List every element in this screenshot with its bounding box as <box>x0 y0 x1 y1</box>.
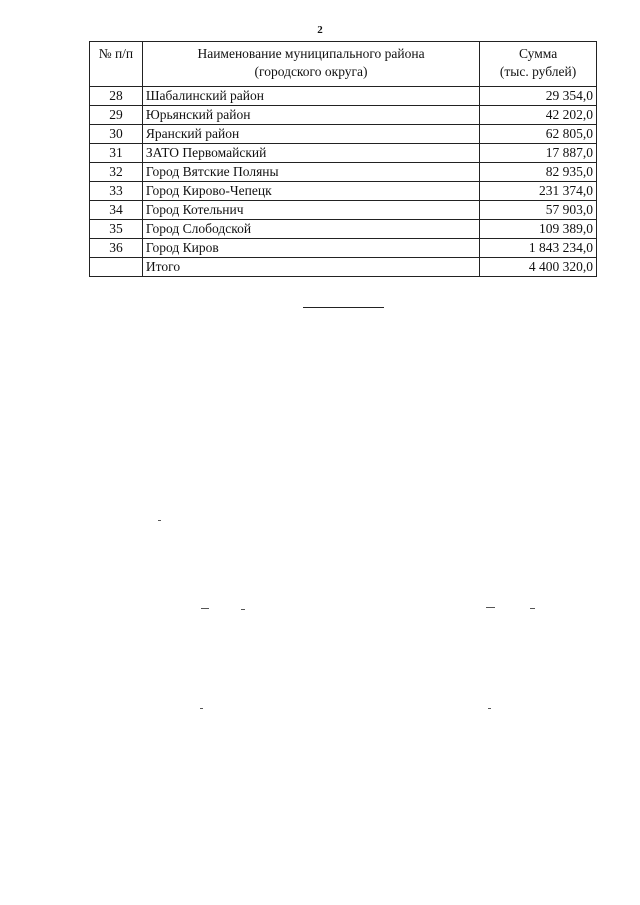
row-sum: 231 374,0 <box>480 182 597 201</box>
table-row <box>90 201 597 220</box>
row-number: 28 <box>90 87 143 106</box>
row-number: 33 <box>90 182 143 201</box>
header-name <box>142 42 479 87</box>
header-number: № п/п <box>90 42 143 87</box>
row-number: 29 <box>90 106 143 125</box>
table-header-row <box>90 42 597 87</box>
page-number: 2 <box>317 24 323 36</box>
header-name-line2: (городского округа) <box>254 64 368 80</box>
table-row <box>90 182 597 201</box>
table-row <box>90 87 597 106</box>
scan-speck <box>201 608 209 609</box>
row-number: 30 <box>90 125 143 144</box>
header-name-line1: Наименование муниципального района <box>197 46 425 61</box>
row-name: Город Слободской <box>142 220 479 239</box>
total-label: Итого <box>142 258 479 277</box>
table-row <box>90 239 597 258</box>
row-number: 36 <box>90 239 143 258</box>
header-sum-line1: Сумма <box>518 46 558 61</box>
total-number-empty <box>90 258 143 277</box>
table-row <box>90 163 597 182</box>
row-sum: 29 354,0 <box>480 87 597 106</box>
total-row <box>90 258 597 277</box>
row-sum: 62 805,0 <box>480 125 597 144</box>
scan-speck <box>530 608 535 609</box>
row-sum: 109 389,0 <box>480 220 597 239</box>
scan-speck <box>488 708 491 709</box>
row-name: Город Котельнич <box>142 201 479 220</box>
header-sum-line2: (тыс. рублей) <box>499 64 577 80</box>
row-name: Город Киров <box>142 239 479 258</box>
row-name: Яранский район <box>142 125 479 144</box>
row-sum: 82 935,0 <box>480 163 597 182</box>
table-row <box>90 106 597 125</box>
row-number: 35 <box>90 220 143 239</box>
table-row <box>90 220 597 239</box>
scan-speck <box>158 520 161 521</box>
separator-line <box>303 307 384 308</box>
row-number: 31 <box>90 144 143 163</box>
scan-speck <box>486 607 495 608</box>
header-sum <box>480 42 597 87</box>
total-sum: 4 400 320,0 <box>480 258 597 277</box>
scan-speck <box>200 708 203 709</box>
row-sum: 17 887,0 <box>480 144 597 163</box>
row-name: Город Вятские Поляны <box>142 163 479 182</box>
row-name: Юрьянский район <box>142 106 479 125</box>
row-sum: 1 843 234,0 <box>480 239 597 258</box>
row-name: Город Кирово-Чепецк <box>142 182 479 201</box>
table-row <box>90 125 597 144</box>
row-number: 32 <box>90 163 143 182</box>
row-name: Шабалинский район <box>142 87 479 106</box>
scan-speck <box>241 609 245 610</box>
table-row <box>90 144 597 163</box>
row-number: 34 <box>90 201 143 220</box>
budget-table <box>89 41 597 277</box>
row-name: ЗАТО Первомайский <box>142 144 479 163</box>
row-sum: 57 903,0 <box>480 201 597 220</box>
row-sum: 42 202,0 <box>480 106 597 125</box>
